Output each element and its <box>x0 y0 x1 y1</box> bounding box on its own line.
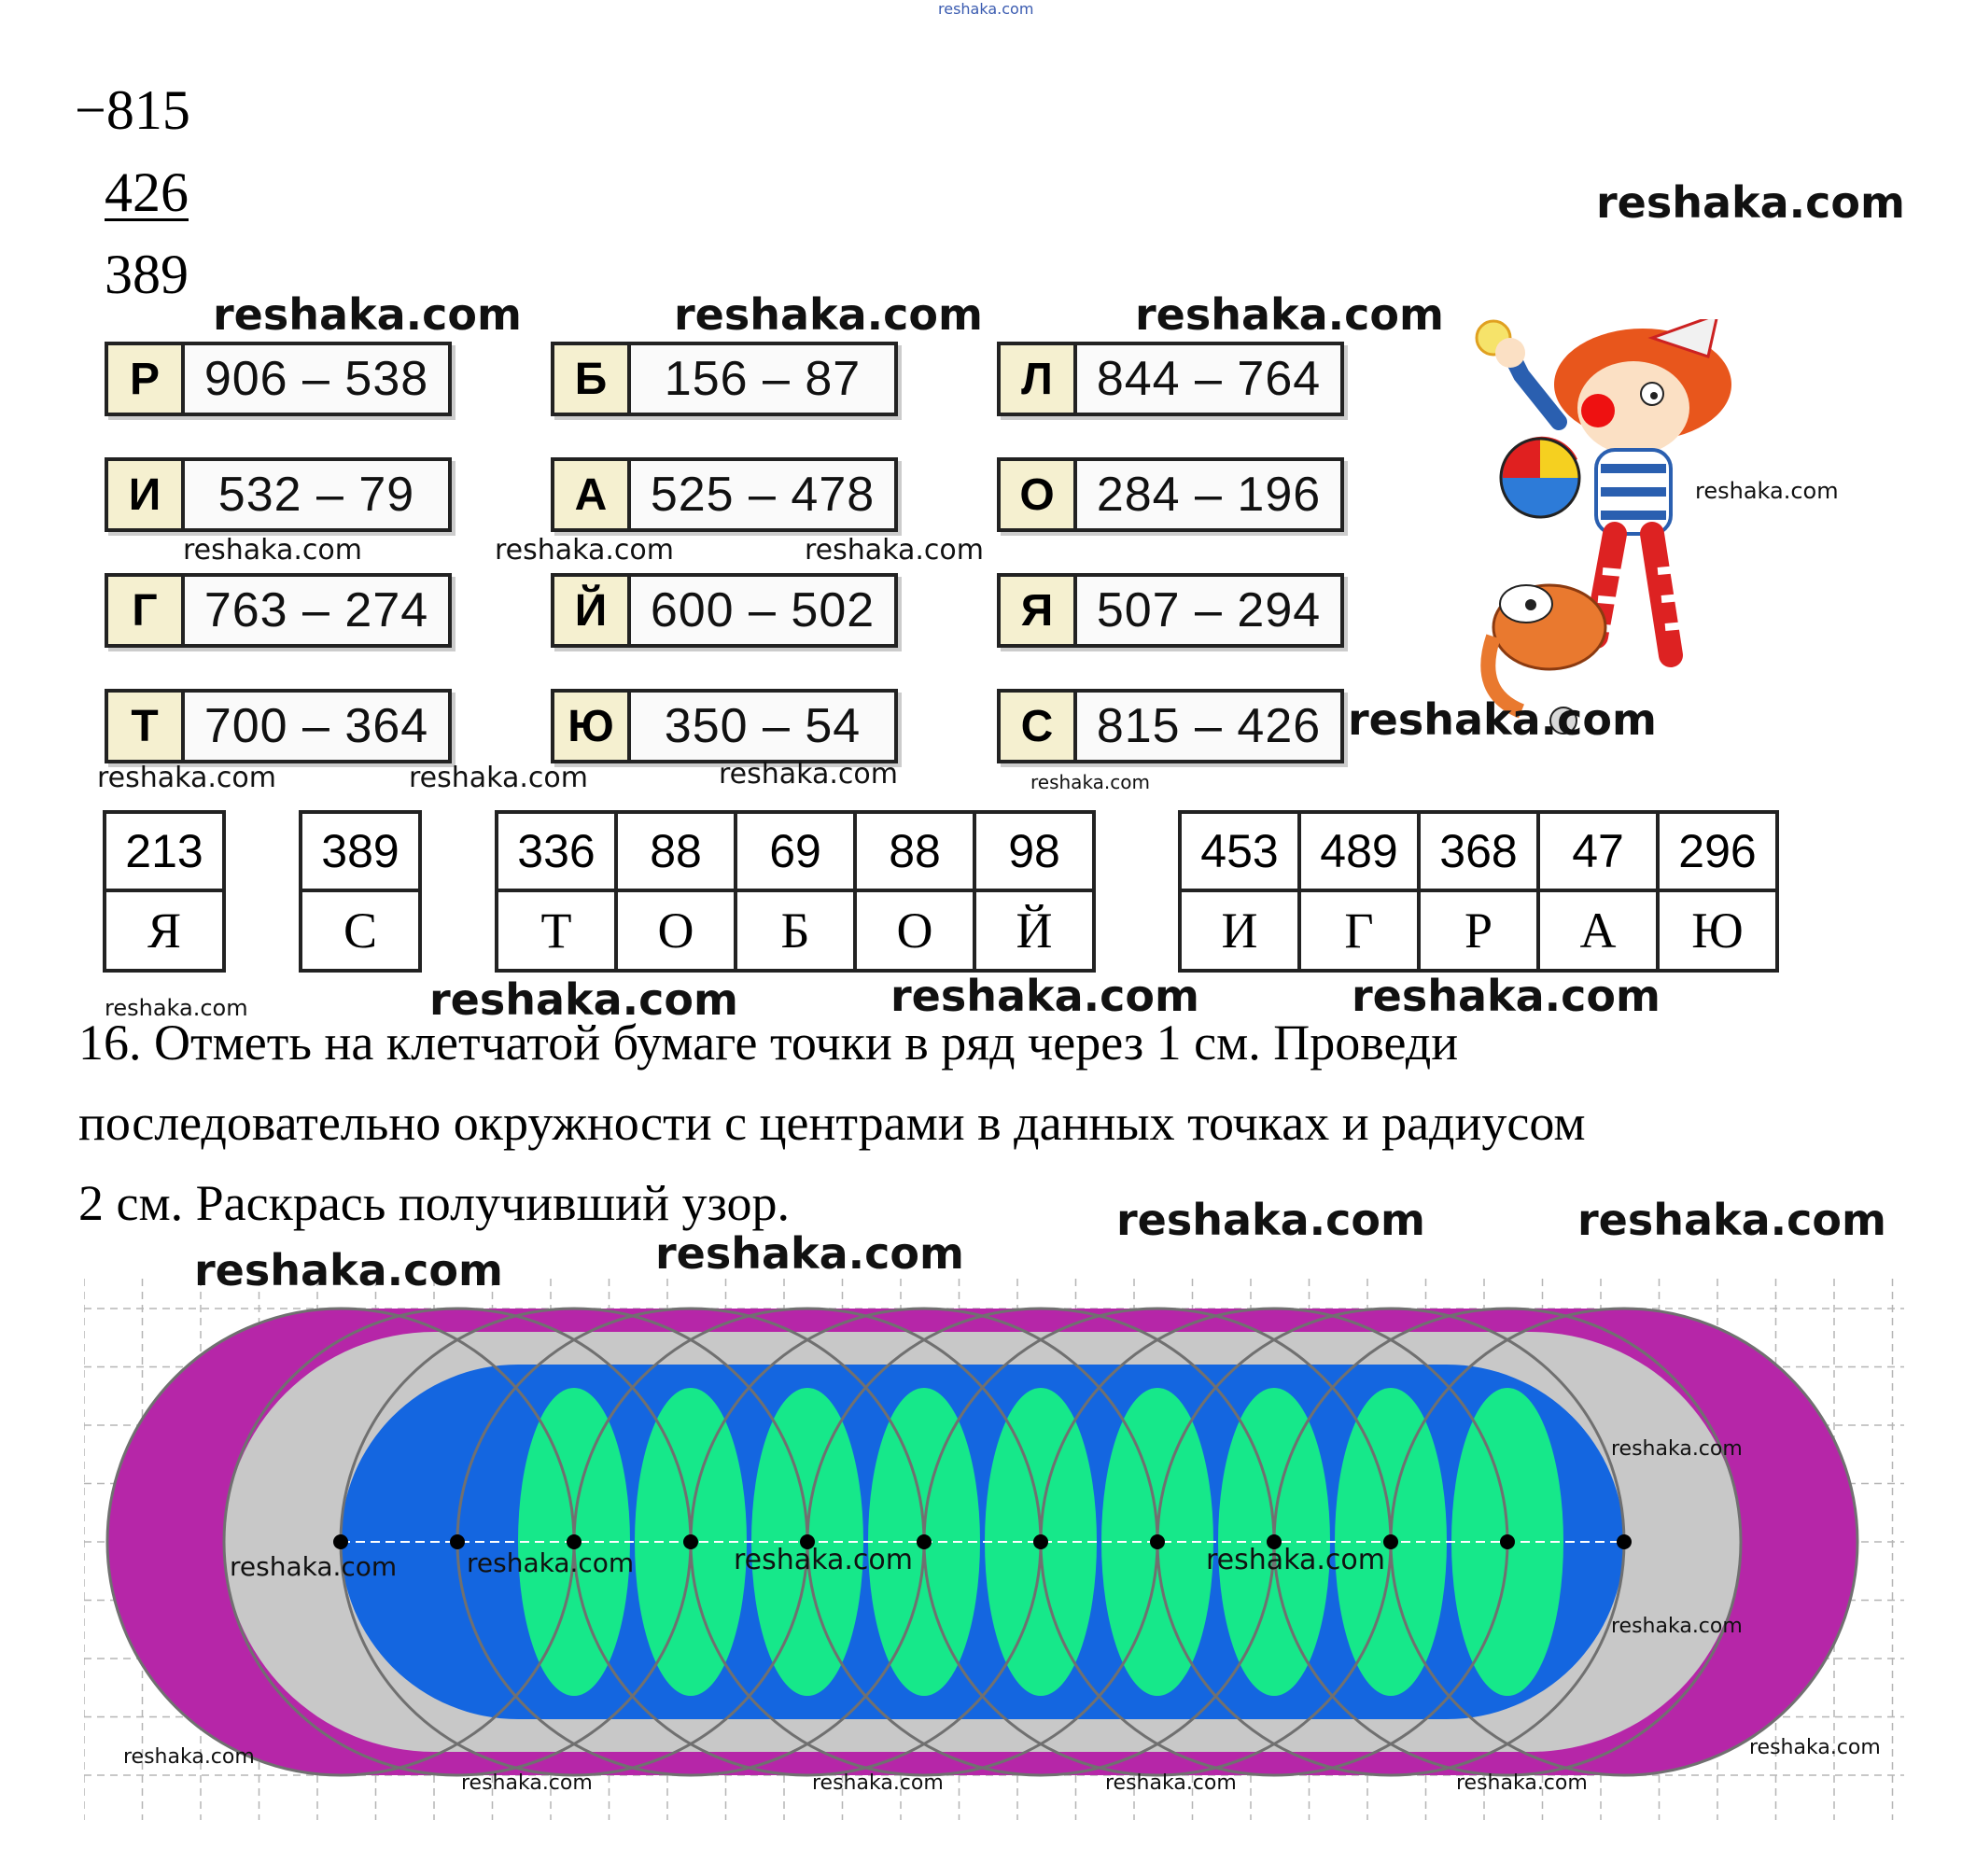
answer-letter: О <box>616 890 736 971</box>
answer-number: 336 <box>497 812 616 890</box>
watermark: reshaka.com <box>1695 478 1839 504</box>
expression-box <box>551 457 898 532</box>
watermark: reshaka.com <box>1030 771 1150 793</box>
watermark: reshaka.com <box>734 1544 913 1576</box>
center-point <box>450 1534 465 1549</box>
answer-number: 368 <box>1419 812 1538 890</box>
watermark: reshaka.com <box>183 534 362 567</box>
watermark: reshaka.com <box>230 1551 398 1582</box>
expression-box <box>105 457 452 532</box>
expression-box <box>997 457 1344 532</box>
header-watermark: reshaka.com <box>938 0 1034 18</box>
expression-box <box>997 573 1344 648</box>
answer-number: 69 <box>736 812 855 890</box>
answer-number: 489 <box>1299 812 1419 890</box>
watermark: reshaka.com <box>213 289 522 340</box>
center-point <box>917 1534 932 1549</box>
watermark: reshaka.com <box>1135 289 1444 340</box>
watermark: reshaka.com <box>1206 1544 1385 1576</box>
expression-letter: Л <box>1001 345 1077 413</box>
expression-box <box>105 689 452 763</box>
task-line-3: 2 см. Раскрась получивший узор. <box>78 1175 790 1231</box>
watermark: reshaka.com <box>194 1245 503 1295</box>
watermark: reshaka.com <box>1749 1736 1881 1759</box>
answer-letter: Г <box>1299 890 1419 971</box>
expression-box <box>551 689 898 763</box>
expression-box <box>551 342 898 416</box>
expression-box <box>105 573 452 648</box>
expression-box <box>105 342 452 416</box>
expression-letter: С <box>1001 693 1077 760</box>
watermark: reshaka.com <box>429 974 738 1025</box>
expression-text: 600 – 502 <box>650 583 876 637</box>
expression-letter: Й <box>554 577 631 644</box>
expression-letter: И <box>108 461 185 528</box>
expression-text: 156 – 87 <box>664 352 862 406</box>
center-point <box>1383 1534 1398 1549</box>
expression-text: 525 – 478 <box>650 468 876 522</box>
answer-letter: О <box>855 890 974 971</box>
expression-letter: Я <box>1001 577 1077 644</box>
answer-table-3 <box>495 810 1096 973</box>
expression-box <box>551 573 898 648</box>
answer-number: 88 <box>616 812 736 890</box>
expression-text: 532 – 79 <box>217 468 415 522</box>
watermark: reshaka.com <box>123 1745 255 1769</box>
answer-letter: Я <box>105 890 224 971</box>
answer-number: 47 <box>1538 812 1658 890</box>
expression-text: 815 – 426 <box>1096 699 1322 753</box>
watermark: reshaka.com <box>719 758 898 791</box>
clown-illustration <box>1437 319 1839 758</box>
expression-letter: Ю <box>554 693 631 760</box>
watermark: reshaka.com <box>812 1771 944 1795</box>
answer-table-4 <box>1178 810 1779 973</box>
watermark: reshaka.com <box>1611 1615 1743 1638</box>
expression-text: 844 – 764 <box>1096 352 1322 406</box>
watermark: reshaka.com <box>1456 1771 1588 1795</box>
answer-letter: Т <box>497 890 616 971</box>
watermark: reshaka.com <box>461 1771 593 1795</box>
expression-text: 763 – 274 <box>203 583 429 637</box>
watermark: reshaka.com <box>467 1547 635 1578</box>
answer-letter: Ю <box>1658 890 1777 971</box>
expression-box <box>997 689 1344 763</box>
expression-letter: Т <box>108 693 185 760</box>
answer-number: 213 <box>105 812 224 890</box>
answer-number: 389 <box>301 812 420 890</box>
watermark: reshaka.com <box>1577 1195 1886 1245</box>
expression-text: 350 – 54 <box>664 699 862 753</box>
center-point <box>1617 1534 1632 1549</box>
watermark: reshaka.com <box>409 762 588 794</box>
expression-box <box>997 342 1344 416</box>
watermark: reshaka.com <box>805 534 984 567</box>
expression-letter: Р <box>108 345 185 413</box>
watermark: reshaka.com <box>97 762 276 794</box>
answer-letter: И <box>1180 890 1299 971</box>
answer-letter: С <box>301 890 420 971</box>
watermark: reshaka.com <box>890 971 1199 1021</box>
expression-text: 284 – 196 <box>1096 468 1322 522</box>
expression-text: 507 – 294 <box>1096 583 1322 637</box>
watermark: reshaka.com <box>655 1228 964 1279</box>
expression-text: 700 – 364 <box>203 699 429 753</box>
watermark: reshaka.com <box>674 289 983 340</box>
center-point <box>1033 1534 1048 1549</box>
circle-pattern <box>84 1279 1904 1820</box>
answer-letter: Б <box>736 890 855 971</box>
arith-minuend: −815 <box>75 79 190 141</box>
answer-number: 88 <box>855 812 974 890</box>
center-point <box>1150 1534 1165 1549</box>
expression-letter: А <box>554 461 631 528</box>
answer-number: 296 <box>1658 812 1777 890</box>
expression-letter: О <box>1001 461 1077 528</box>
center-point <box>333 1534 348 1549</box>
watermark: reshaka.com <box>1352 971 1661 1021</box>
expression-text: 906 – 538 <box>203 352 429 406</box>
watermark: reshaka.com <box>1105 1771 1237 1795</box>
arith-result: 389 <box>105 244 189 305</box>
answer-letter: А <box>1538 890 1658 971</box>
watermark: reshaka.com <box>1611 1437 1743 1461</box>
answer-letter: Й <box>974 890 1094 971</box>
answer-table-2 <box>299 810 422 973</box>
expression-letter: Г <box>108 577 185 644</box>
watermark: reshaka.com <box>495 534 674 567</box>
watermark: reshaka.com <box>1116 1195 1425 1245</box>
answer-table-1 <box>103 810 226 973</box>
expression-letter: Б <box>554 345 631 413</box>
watermark: reshaka.com <box>1348 694 1657 745</box>
task-line-2: последовательно окружности с центрами в данных точках и радиусом <box>78 1095 1586 1151</box>
arith-subtrahend: 426 <box>105 161 189 223</box>
center-point <box>1500 1534 1515 1549</box>
answer-number: 98 <box>974 812 1094 890</box>
answer-letter: Р <box>1419 890 1538 971</box>
watermark: reshaka.com <box>105 995 248 1021</box>
center-point <box>683 1534 698 1549</box>
answer-number: 453 <box>1180 812 1299 890</box>
watermark: reshaka.com <box>1596 177 1905 228</box>
task-line-1: 16. Отметь на клетчатой бумаге точки в ряд через 1 см. Проведи <box>78 1015 1459 1071</box>
